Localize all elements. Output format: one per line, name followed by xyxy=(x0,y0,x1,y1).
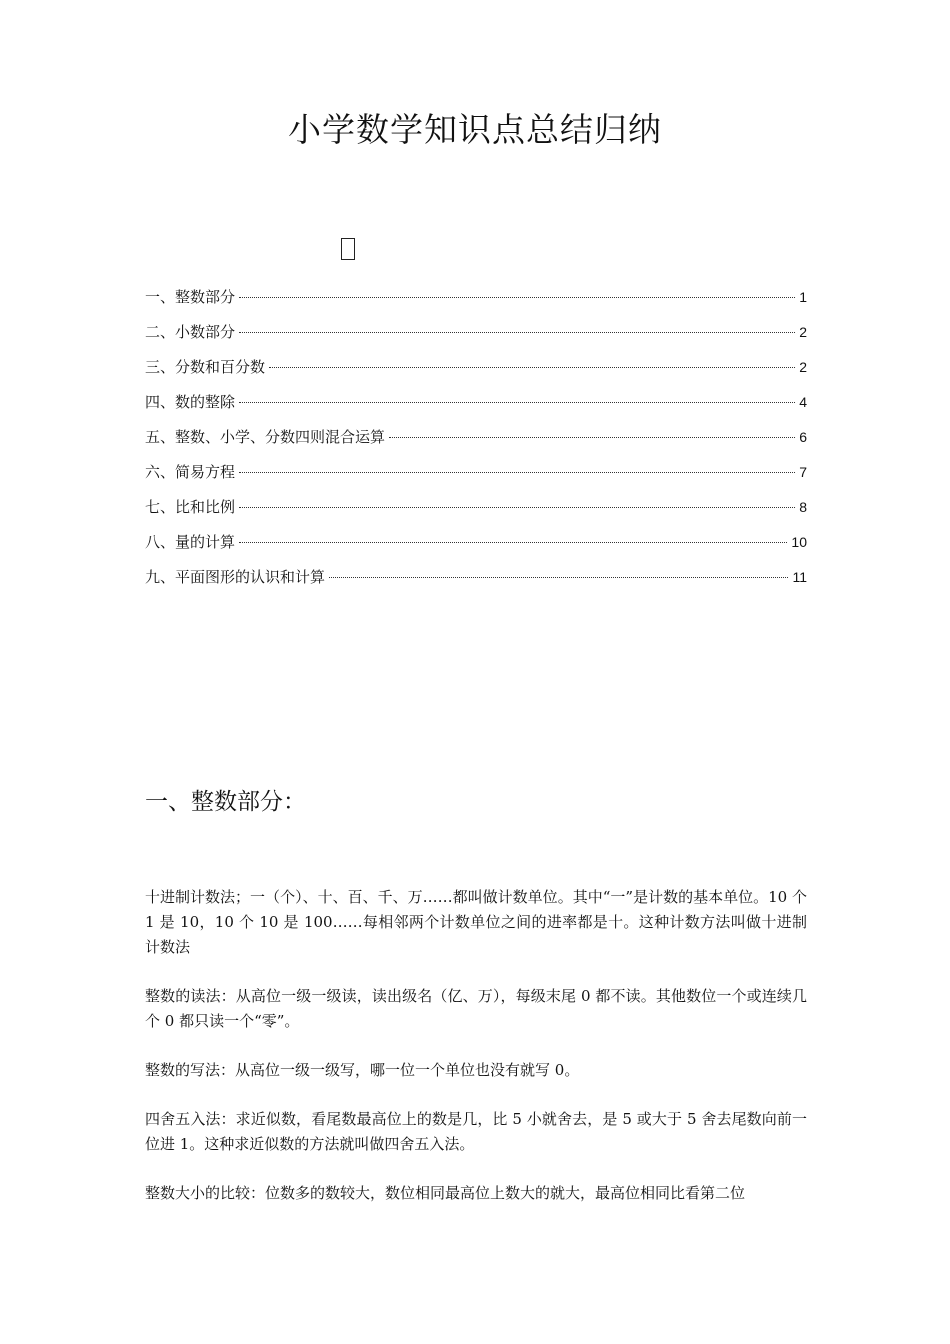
toc-entry[interactable] xyxy=(145,426,807,461)
toc-leader-dots xyxy=(389,437,795,438)
toc-entry-label: 四、数的整除 xyxy=(145,393,236,411)
toc-leader-dots xyxy=(329,577,788,578)
paragraph: 四舍五入法：求近似数，看尾数最高位上的数是几，比 5 小就舍去，是 5 或大于 5 舍去尾数向前一位进 1。这种求近似数的方法就叫做四舍五入法。 xyxy=(145,1110,807,1153)
toc-entry-page: 11 xyxy=(792,569,807,585)
toc-entry[interactable] xyxy=(145,566,807,601)
paragraph: 十进制计数法；一（个）、十、百、千、万……都叫做计数单位。其中“一”是计数的基本单位。10 个 1 是 10，10 个 10 是 100……每相邻两个计数单位之间的进率都是十。这种计数方法叫做十进制计数法 xyxy=(145,888,807,956)
toc-entry-page: 8 xyxy=(799,499,807,515)
toc-leader-dots xyxy=(239,332,795,333)
toc-entry-label: 一、整数部分 xyxy=(145,288,236,306)
toc-leader-dots xyxy=(239,542,787,543)
paragraph: 整数大小的比较：位数多的数较大，数位相同最高位上数大的就大，最高位相同比看第二位 xyxy=(145,1184,746,1202)
document-title: 小学数学知识点总结归纳 xyxy=(288,110,662,149)
paragraph: 整数的写法：从高位一级一级写，哪一位一个单位也没有就写 0。 xyxy=(145,1061,580,1079)
toc-entry[interactable] xyxy=(145,496,807,531)
toc-entry-page: 2 xyxy=(799,324,807,340)
toc-entry-label: 五、整数、小学、分数四则混合运算 xyxy=(145,428,386,446)
toc-entry-label: 七、比和比例 xyxy=(145,498,236,516)
toc-entry[interactable] xyxy=(145,356,807,391)
toc-entry-label: 八、量的计算 xyxy=(145,533,236,551)
toc-entry-page: 6 xyxy=(799,429,807,445)
toc-entry[interactable] xyxy=(145,531,807,566)
table-of-contents xyxy=(145,286,807,601)
toc-entry-label: 三、分数和百分数 xyxy=(145,358,266,376)
toc-leader-dots xyxy=(239,402,795,403)
placeholder-box-icon xyxy=(341,238,355,260)
toc-entry-label: 六、简易方程 xyxy=(145,463,236,481)
toc-entry[interactable] xyxy=(145,286,807,321)
paragraph: 整数的读法：从高位一级一级读，读出级名（亿、万），每级末尾 0 都不读。其他数位一个或连续几个 0 都只读一个“零”。 xyxy=(145,987,807,1030)
toc-leader-dots xyxy=(239,472,795,473)
toc-leader-dots xyxy=(239,507,795,508)
toc-entry-label: 二、小数部分 xyxy=(145,323,236,341)
toc-entry-page: 10 xyxy=(791,534,807,550)
toc-entry-page: 7 xyxy=(799,464,807,480)
toc-entry-page: 4 xyxy=(799,394,807,410)
section-heading: 一、整数部分： xyxy=(145,789,306,815)
toc-entry-label: 九、平面图形的认识和计算 xyxy=(145,568,326,586)
toc-entry[interactable] xyxy=(145,321,807,356)
toc-entry[interactable] xyxy=(145,461,807,496)
toc-leader-dots xyxy=(269,367,795,368)
section-body xyxy=(145,885,807,1230)
toc-leader-dots xyxy=(239,297,795,298)
toc-entry-page: 2 xyxy=(799,359,807,375)
toc-entry-page: 1 xyxy=(799,289,807,305)
toc-entry[interactable] xyxy=(145,391,807,426)
